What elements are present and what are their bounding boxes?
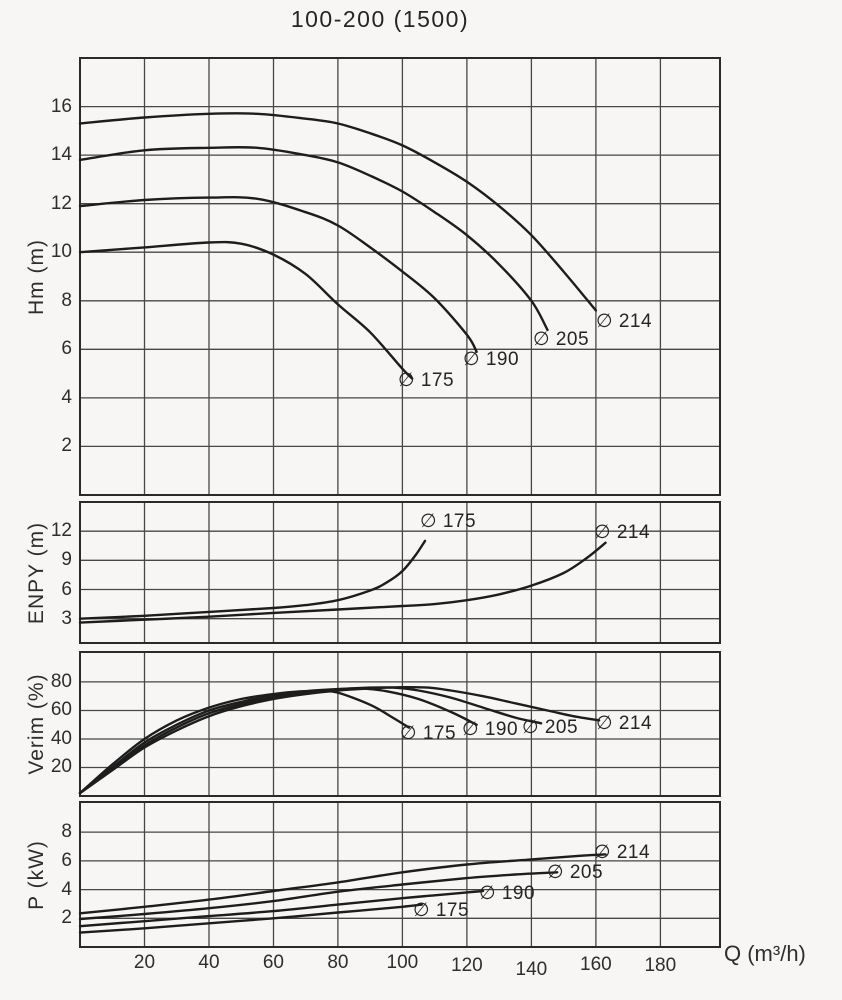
enpy-axis-title: ENPY (m) [25, 521, 48, 624]
curve-label-head-190: ∅ 190 [463, 349, 520, 370]
x-tick-label: 140 [515, 959, 548, 980]
plot-border-head [80, 58, 720, 495]
curve-label-efficiency-175: ∅ 175 [400, 723, 457, 744]
x-tick-label: 20 [133, 952, 156, 973]
y-tick-label-efficiency: 60 [50, 699, 72, 721]
curve-label-efficiency-214: ∅ 214 [596, 713, 653, 734]
y-tick-label-head: 2 [61, 435, 72, 457]
y-tick-label-head: 14 [50, 144, 72, 166]
verim-axis-title: Verim (%) [25, 673, 48, 775]
hm-axis-title: Hm (m) [25, 238, 48, 315]
x-tick-label: 80 [327, 952, 349, 973]
curve-label-npsh-214: ∅ 214 [594, 522, 651, 543]
y-tick-label-npsh: 9 [61, 549, 72, 571]
curve-head-190 [80, 197, 477, 352]
y-tick-label-head: 4 [61, 386, 72, 408]
curve-efficiency-214 [80, 687, 599, 793]
curve-npsh-214 [80, 543, 606, 623]
x-tick-label: 100 [386, 952, 419, 973]
curve-label-power-190: ∅ 190 [479, 883, 536, 904]
y-tick-label-power: 2 [61, 907, 72, 929]
x-tick-label: 120 [451, 955, 483, 976]
y-tick-label-head: 6 [61, 338, 72, 360]
y-tick-label-npsh: 12 [50, 520, 72, 542]
curve-head-205 [80, 147, 548, 330]
x-tick-label: 180 [644, 955, 677, 976]
curve-label-power-214: ∅ 214 [594, 842, 651, 863]
y-tick-label-power: 6 [61, 849, 72, 871]
y-tick-label-head: 8 [61, 289, 72, 311]
curve-label-npsh-175: ∅ 175 [420, 511, 477, 532]
y-tick-label-efficiency: 20 [50, 756, 72, 778]
y-tick-label-efficiency: 40 [50, 727, 72, 749]
curve-label-power-205: ∅ 205 [547, 862, 604, 883]
curve-label-head-214: ∅ 214 [596, 311, 653, 332]
curve-label-power-175: ∅ 175 [413, 900, 470, 921]
curve-label-efficiency-190: ∅ 190 [462, 719, 519, 740]
x-tick-label: 40 [198, 952, 220, 973]
chart-title: 100-200 (1500) [290, 6, 470, 32]
y-tick-label-head: 12 [50, 192, 72, 214]
x-tick-label: 160 [580, 954, 612, 975]
y-tick-label-head: 10 [50, 241, 72, 263]
y-tick-label-power: 4 [61, 878, 72, 900]
power-axis-title: P (kW) [25, 839, 48, 910]
curve-label-efficiency-205: ∅ 205 [522, 717, 579, 738]
curve-head-175 [80, 242, 412, 378]
y-tick-label-power: 8 [61, 821, 72, 843]
curve-label-head-205: ∅ 205 [533, 329, 590, 350]
curve-label-head-175: ∅ 175 [398, 370, 455, 391]
y-tick-label-npsh: 6 [61, 578, 72, 600]
y-tick-label-head: 16 [50, 95, 72, 117]
y-tick-label-efficiency: 80 [50, 670, 72, 692]
y-tick-label-npsh: 3 [61, 607, 72, 629]
x-axis-title: Q (m³/h) [724, 941, 806, 966]
x-tick-label: 60 [262, 952, 284, 973]
